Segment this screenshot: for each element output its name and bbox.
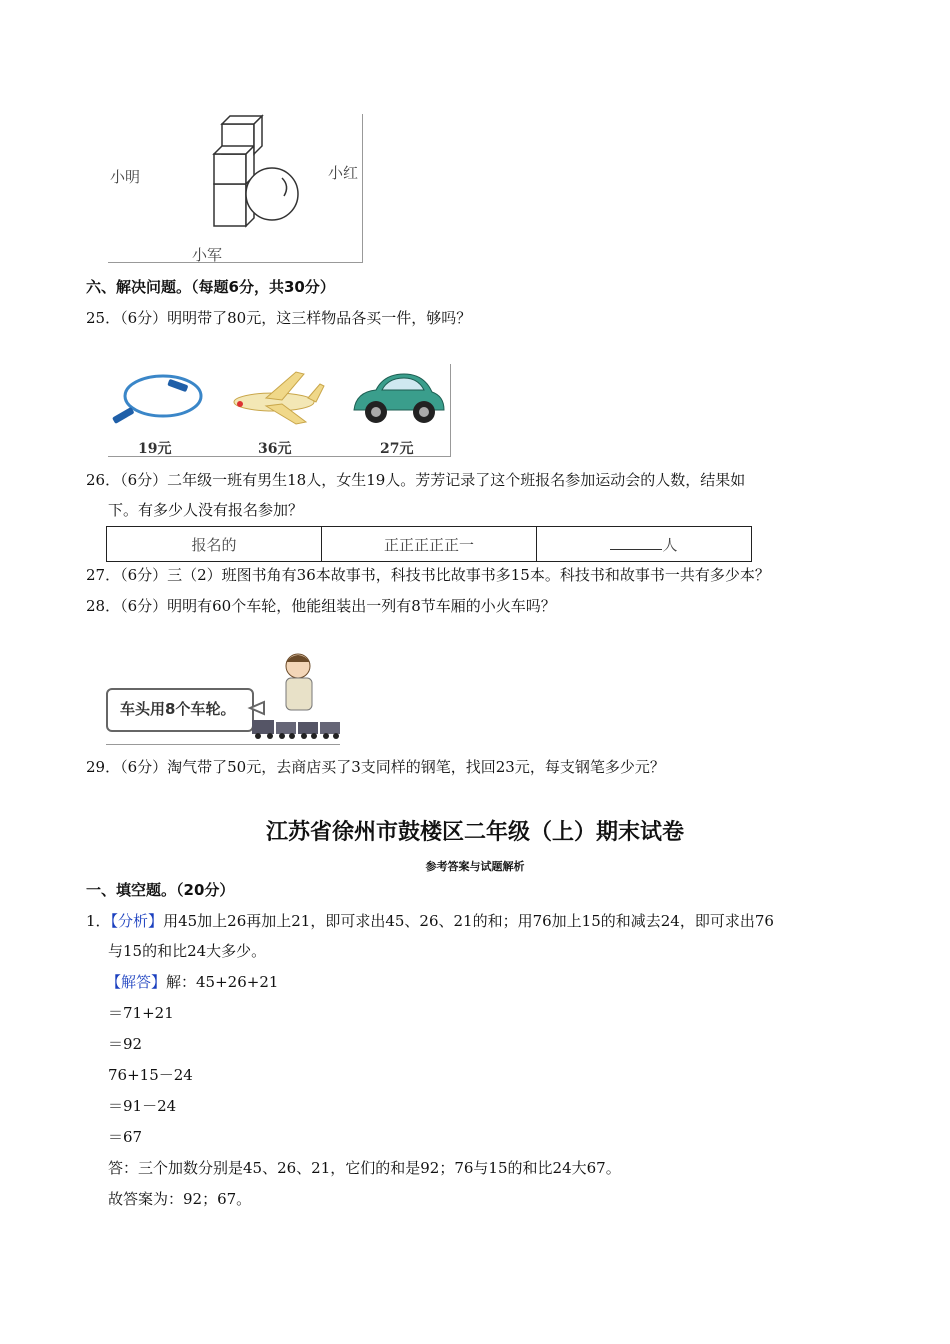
q1-analysis-line2: 与15的和比24大多少。 (108, 942, 267, 960)
answers-section1: 一、填空题。（20分） (86, 881, 235, 899)
q26-table (106, 526, 752, 562)
view-label-right: 小红 (328, 164, 359, 182)
q26-cell-answer[interactable] (537, 527, 752, 562)
q1-analysis-line1 (86, 910, 774, 931)
q1-answer: 答：三个加数分别是45、26、21，它们的和是92；76与15的和比24大67。 (108, 1159, 621, 1177)
q1-final: 故答案为：92；67。 (108, 1190, 252, 1208)
q26-cell-tally: 正正正正正一 (322, 527, 537, 562)
view-figure (108, 114, 363, 263)
plane-icon (226, 368, 326, 428)
view-label-bottom: 小军 (192, 246, 223, 264)
car-icon (348, 366, 448, 430)
boy-with-train-icon (246, 650, 346, 744)
jump-rope-icon (108, 368, 208, 428)
price-jump-rope: 19元 (138, 441, 172, 457)
answers-title: 江苏省徐州市鼓楼区二年级（上）期末试卷 (265, 820, 684, 845)
q26-cell-label: 报名的 (107, 527, 322, 562)
q26-unit: 人 (662, 535, 678, 554)
solution-first: 解：45+26+21 (166, 973, 279, 991)
answers-subtitle: 参考答案与试题解析 (425, 860, 525, 873)
section6-heading: 六、解决问题。（每题6分，共30分） (86, 278, 335, 296)
solution-tag: 【解答】 (106, 973, 167, 991)
view-label-left: 小明 (110, 168, 141, 186)
q29-text: 29．（6分）淘气带了50元，去商店买了3支同样的钢笔，找回23元，每支钢笔多少元？ (86, 758, 665, 776)
q28-text: 28．（6分）明明有60个车轮，他能组装出一列有8节车厢的小火车吗？ (86, 597, 556, 615)
q28-figure (106, 650, 340, 745)
q26-line2: 下。有多少人没有报名参加？ (108, 501, 304, 519)
step-4: ＝91－24 (108, 1097, 177, 1115)
q1-solution-line (106, 971, 278, 992)
price-car: 27元 (380, 441, 414, 457)
step-1: ＝71+21 (108, 1004, 174, 1022)
cubes-ball-drawing (108, 114, 362, 262)
step-2: ＝92 (108, 1035, 143, 1053)
speech-bubble-text: 车头用8个车轮。 (120, 700, 236, 718)
q25-items-figure (108, 364, 451, 457)
step-5: ＝67 (108, 1128, 143, 1146)
price-plane: 36元 (258, 441, 292, 457)
step-3: 76+15－24 (108, 1066, 193, 1084)
answer-blank[interactable] (610, 535, 662, 550)
q25-text: 25．（6分）明明带了80元，这三样物品各买一件，够吗？ (86, 309, 472, 327)
analysis-tag: 【分析】 (110, 912, 164, 930)
q1-num: 1． (86, 912, 111, 930)
q27-text: 27．（6分）三（2）班图书角有36本故事书，科技书比故事书多15本。科技书和故事书一共有多少本？ (86, 566, 770, 584)
analysis-text1: 用45加上26再加上21，即可求出45、26、21的和；用76加上15的和减去24，即可求出76 (163, 912, 774, 930)
q26-line1: 26．（6分）二年级一班有男生18人，女生19人。芳芳记录了这个班报名参加运动会的人数，结果如 (86, 471, 746, 489)
